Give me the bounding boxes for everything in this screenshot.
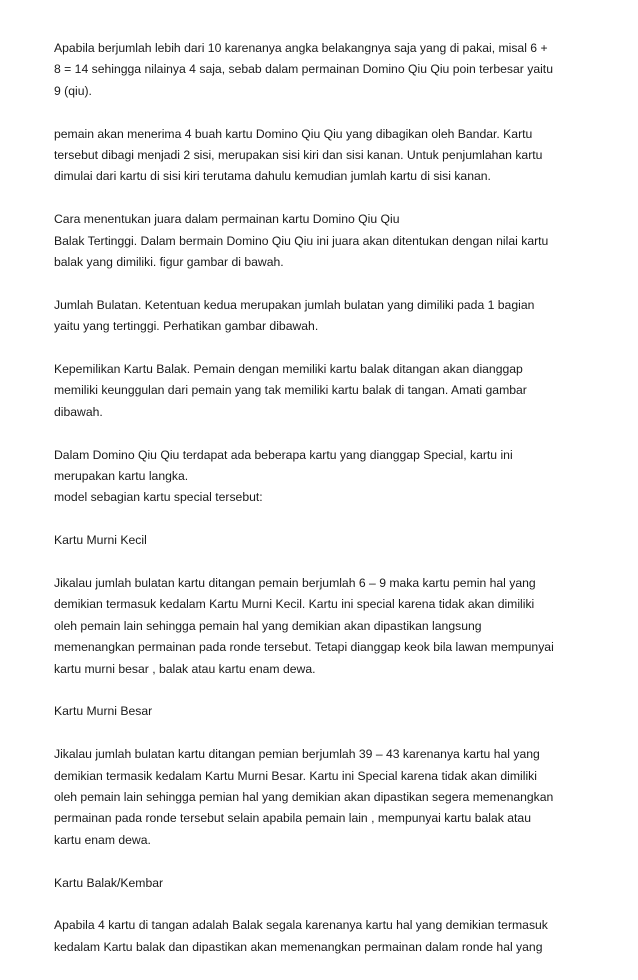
- text-line: Jumlah Bulatan. Ketentuan kedua merupakan jumlah bulatan yang dimiliki pada 1 bagian: [54, 297, 535, 312]
- text-line: kartu enam dewa.: [54, 832, 151, 847]
- text-line: kedalam Kartu balak dan dipastikan akan memenangkan permainan dalam ronde hal yang: [54, 939, 543, 954]
- text-line: Kepemilikan Kartu Balak. Pemain dengan memiliki kartu balak ditangan akan dianggap: [54, 362, 523, 377]
- text-line: demikian termasuk kedalam Kartu Murni Kecil. Kartu ini special karena tidak akan dimiliki: [54, 597, 535, 612]
- text-line: Jikalau jumlah bulatan kartu ditangan pemian berjumlah 39 – 43 karenanya kartu hal yang: [54, 747, 540, 762]
- text-line: merupakan kartu langka.: [54, 469, 189, 484]
- paragraph: [54, 873, 590, 894]
- text-line: tersebut dibagi menjadi 2 sisi, merupakan sisi kiri dan sisi kanan. Untuk penjumlahan kartu: [54, 148, 543, 163]
- paragraph: [54, 295, 590, 338]
- text-line: dibawah.: [54, 404, 103, 419]
- text-line: memiliki keunggulan dari pemain yang tak memiliki kartu balak di tangan. Amati gambar: [54, 383, 527, 398]
- text-line: Balak Tertinggi. Dalam bermain Domino Qiu Qiu ini juara akan ditentukan dengan nilai kartu: [54, 233, 549, 248]
- paragraph: [54, 209, 590, 273]
- paragraph: [54, 445, 590, 509]
- text-line: Kartu Murni Kecil: [54, 533, 147, 548]
- paragraph: [54, 915, 590, 958]
- text-line: pemain akan menerima 4 buah kartu Domino Qiu Qiu yang dibagikan oleh Bandar. Kartu: [54, 126, 533, 141]
- text-line: dimulai dari kartu di sisi kiri terutama dahulu kemudian jumlah kartu di sisi kanan.: [54, 169, 491, 184]
- text-line: Kartu Balak/Kembar: [54, 875, 164, 890]
- text-line: demikian termasik kedalam Kartu Murni Besar. Kartu ini Special karena tidak akan dimiliki: [54, 768, 537, 783]
- paragraph: [54, 124, 590, 188]
- text-line: permainan pada ronde tersebut selain apabila pemain lain , mempunyai kartu balak atau: [54, 811, 531, 826]
- text-line: Jikalau jumlah bulatan kartu ditangan pemain berjumlah 6 – 9 maka kartu pemin hal yang: [54, 576, 536, 591]
- document-body: [54, 38, 590, 980]
- text-line: 9 (qiu).: [54, 83, 92, 98]
- paragraph: [54, 359, 590, 423]
- text-line: Kartu Murni Besar: [54, 704, 153, 719]
- text-line: yaitu yang tertinggi. Perhatikan gambar dibawah.: [54, 319, 319, 334]
- text-line: Apabila 4 kartu di tangan adalah Balak segala karenanya kartu hal yang demikian termasuk: [54, 918, 548, 933]
- paragraph: [54, 530, 590, 551]
- text-line: Apabila berjumlah lebih dari 10 karenanya angka belakangnya saja yang di pakai, misal 6 +: [54, 41, 548, 55]
- text-line: kartu murni besar , balak atau kartu enam dewa.: [54, 661, 316, 676]
- paragraph: [54, 744, 590, 851]
- paragraph: [54, 701, 590, 722]
- text-line: Cara menentukan juara dalam permainan kartu Domino Qiu Qiu: [54, 212, 400, 227]
- text-line: 8 = 14 sehingga nilainya 4 saja, sebab dalam permainan Domino Qiu Qiu poin terbesar yaitu: [54, 62, 553, 77]
- text-line: model sebagian kartu special tersebut:: [54, 490, 263, 505]
- text-line: memenangkan permainan pada ronde tersebut. Tetapi dianggap keok bila lawan mempunyai: [54, 640, 554, 655]
- paragraph: [54, 38, 590, 102]
- paragraph: [54, 573, 590, 680]
- text-line: oleh pemain lain sehingga pemain hal yang demikian akan dipastikan langsung: [54, 618, 482, 633]
- text-line: oleh pemain lain sehingga pemian hal yang demikian akan dipastikan segera memenangkan: [54, 790, 554, 805]
- text-line: Dalam Domino Qiu Qiu terdapat ada beberapa kartu yang dianggap Special, kartu ini: [54, 447, 513, 462]
- text-line: balak yang dimiliki. figur gambar di bawah.: [54, 255, 284, 270]
